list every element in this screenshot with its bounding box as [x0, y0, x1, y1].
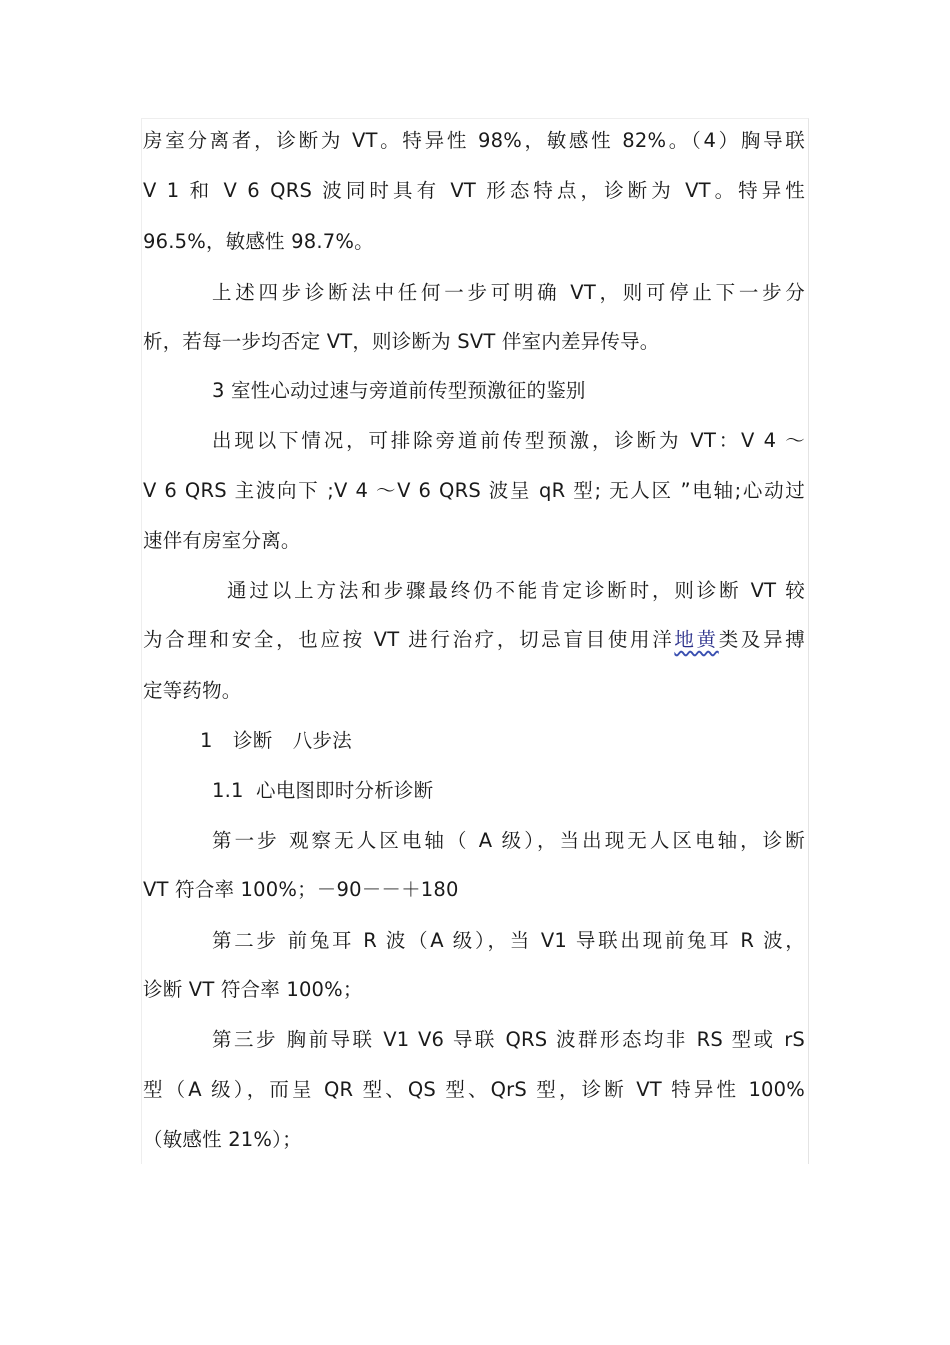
section-heading: 1 诊断 八步法	[200, 729, 352, 752]
text-segment: 为合理和安全，也应按 VT 进行治疗，切忌盲目使用洋	[143, 628, 675, 651]
text-line: V 6 QRS 主波向下 ;V 4 ～V 6 QRS 波呈 qR 型; 无人区 ”电轴;心动过	[143, 479, 805, 502]
text-line: 96.5%，敏感性 98.7%。	[143, 230, 374, 253]
text-line: 析，若每一步均否定 VT，则诊断为 SVT 伴室内差异传导。	[143, 330, 660, 353]
text-line: 定等药物。	[143, 679, 242, 702]
section-heading: 3 室性心动过速与旁道前传型预激征的鉴别	[212, 379, 586, 402]
text-line: 房室分离者，诊断为 VT。特异性 98%，敏感性 82%。（4）胸导联	[143, 129, 805, 152]
subsection-heading: 1.1 心电图即时分析诊断	[212, 779, 434, 802]
paragraph-first-line: 第一步 观察无人区电轴（ A 级），当出现无人区电轴，诊断	[212, 829, 805, 852]
text-line: 型（A 级），而呈 QR 型、QS 型、QrS 型，诊断 VT 特异性 100%	[143, 1078, 805, 1101]
text-line: （敏感性 21%）；	[143, 1128, 302, 1151]
spellcheck-link[interactable]: 地黄	[674, 628, 719, 651]
paragraph-first-line: 第二步 前兔耳 R 波（A 级），当 V1 导联出现前兔耳 R 波，	[212, 929, 805, 952]
text-line: 诊断 VT 符合率 100%；	[143, 978, 363, 1001]
text-segment: 类及异搏	[718, 628, 805, 651]
text-line: 速伴有房室分离。	[143, 529, 301, 552]
paragraph-first-line: 出现以下情况，可排除旁道前传型预激，诊断为 VT：V 4 ～	[212, 429, 805, 452]
paragraph-first-line: 第三步 胸前导联 V1 V6 导联 QRS 波群形态均非 RS 型或 rS	[212, 1028, 805, 1051]
text-line: V 1 和 V 6 QRS 波同时具有 VT 形态特点，诊断为 VT。特异性	[143, 179, 805, 202]
paragraph-first-line: 上述四步诊断法中任何一步可明确 VT，则可停止下一步分	[212, 281, 805, 304]
text-line	[143, 627, 805, 653]
text-line: VT 符合率 100%；－90－－＋180	[143, 878, 459, 901]
paragraph-first-line: 通过以上方法和步骤最终仍不能肯定诊断时，则诊断 VT 较	[227, 579, 805, 602]
